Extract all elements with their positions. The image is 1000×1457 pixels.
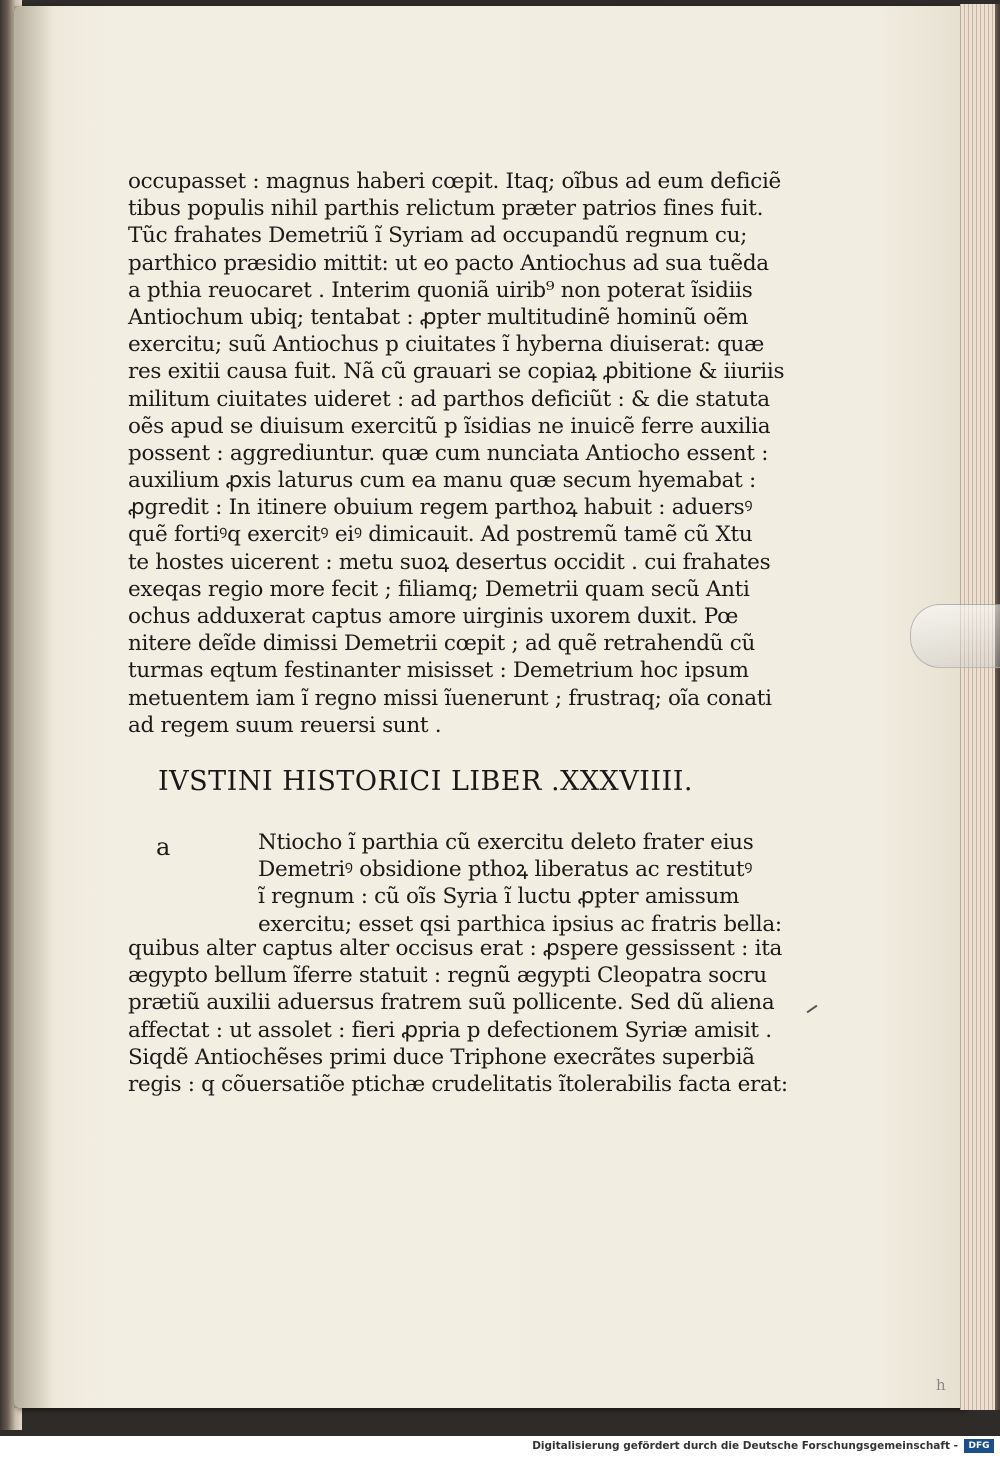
text-line: exercitu; suũ Antiochus p ciuitates ĩ hyberna diuiserat: quæ [128, 332, 764, 358]
text-line: a pthia reuocaret . Interim quoniã uirib⁹ non poterat ĩsidiis [128, 277, 753, 303]
text-line: auxilium ꝓxis laturus cum ea manu quæ secum hyemabat : [128, 468, 756, 494]
text-line: prætiũ auxilii aduersus fratrem suũ pollicente. Sed dũ aliena [128, 990, 775, 1016]
text-line: ꝓgredit : In itinere obuium regem parthoꝝ habuit : aduersꝰ [128, 495, 753, 521]
text-line: tibus populis nihil parthis relictum præter patrios fines fuit. [128, 196, 764, 222]
text-block-indented [258, 830, 782, 939]
text-line: turmas eqtum festinanter misisset : Demetrium hoc ipsum [128, 658, 749, 684]
text-line: ægypto bellum ĩferre statuit : regnũ ægypti Cleopatra socru [128, 963, 767, 989]
text-line: Ntiocho ĩ parthia cũ exercitu deleto frater eius [258, 830, 754, 855]
text-line: militum ciuitates uideret : ad parthos deficiũt : & die statuta [128, 386, 770, 412]
text-line: exeqas regio more fecit ; filiamq; Demetrii quam secũ Anti [128, 576, 750, 602]
text-line: oẽs apud se diuisum exercitũ p ĩsidias ne inuicẽ ferre auxilia [128, 413, 771, 439]
text-line: res exitii causa fuit. Nã cũ grauari se copiaꝝ ꝓbitione & iiuriis [128, 359, 785, 385]
bookmark-clip [910, 604, 1000, 668]
text-line: ochus adduxerat captus amore uirginis uxorem duxit. Pœ [128, 604, 739, 629]
text-line: possent : aggrediuntur. quæ cum nunciata Antiocho essent : [128, 440, 769, 466]
text-line: ad regem suum reuersi sunt . [128, 712, 442, 738]
text-line: occupasset : magnus haberi cœpit. Itaq; oĩbus ad eum deficiẽ [128, 169, 781, 194]
text-line: Demetriꝰ obsidione pthoꝝ liberatus ac restitutꝰ [258, 857, 753, 883]
text-line: te hostes uicerent : metu suoꝝ desertus occidit . cui frahates [128, 549, 771, 575]
margin-note: h [936, 1376, 946, 1394]
text-line: regis : q cõuersatiõe ptichæ crudelitatis ĩtolerabilis facta erat: [128, 1071, 788, 1097]
text-line: parthico præsidio mittit: ut eo pacto Antiochus ad sua tuẽda [128, 250, 769, 276]
gutter-shadow [14, 6, 54, 1408]
text-line: nitere deĩde dimissi Demetrii cœpit ; ad quẽ retrahendũ cũ [128, 631, 756, 657]
page-stack-edge [960, 4, 1000, 1410]
text-line: quẽ fortiꝰq exercitꝰ eiꝰ dimicauit. Ad postremũ tamẽ cũ Xtu [128, 522, 753, 548]
text-line: quibus alter captus alter occisus erat : ꝓspere gessissent : ita [128, 936, 783, 961]
book-heading: IVSTINI HISTORICI LIBER .XXXVIIII. [158, 766, 694, 797]
text-line: metuentem iam ĩ regno missi ĩuenerunt ; frustraq; oĩa conati [128, 685, 772, 711]
text-line: exercitu; esset qsi parthica ipsius ac fratris bella: [258, 911, 782, 937]
text-block-after [128, 936, 788, 1099]
text-block-before [128, 168, 785, 739]
text-line: Tũc frahates Demetriũ ĩ Syriam ad occupandũ regnum cu; [128, 223, 748, 249]
text-line: Antiochum ubiq; tentabat : ꝓpter multitudinẽ hominũ oẽm [128, 304, 749, 330]
initial-letter-guide: a [156, 833, 171, 861]
text-line: ĩ regnum : cũ oĩs Syria ĩ luctu ꝓpter amissum [258, 884, 740, 910]
text-line: Siqdẽ Antiochẽses primi duce Triphone execrãtes superbiã [128, 1044, 755, 1070]
dfg-logo-icon[interactable]: DFG [964, 1439, 994, 1453]
text-line: affectat : ut assolet : fieri ꝓpria p defectionem Syriæ amisit . [128, 1017, 772, 1043]
funding-notice: Digitalisierung gefördert durch die Deutsche Forschungsgemeinschaft - [532, 1440, 958, 1452]
footer-bar [0, 1436, 1000, 1457]
